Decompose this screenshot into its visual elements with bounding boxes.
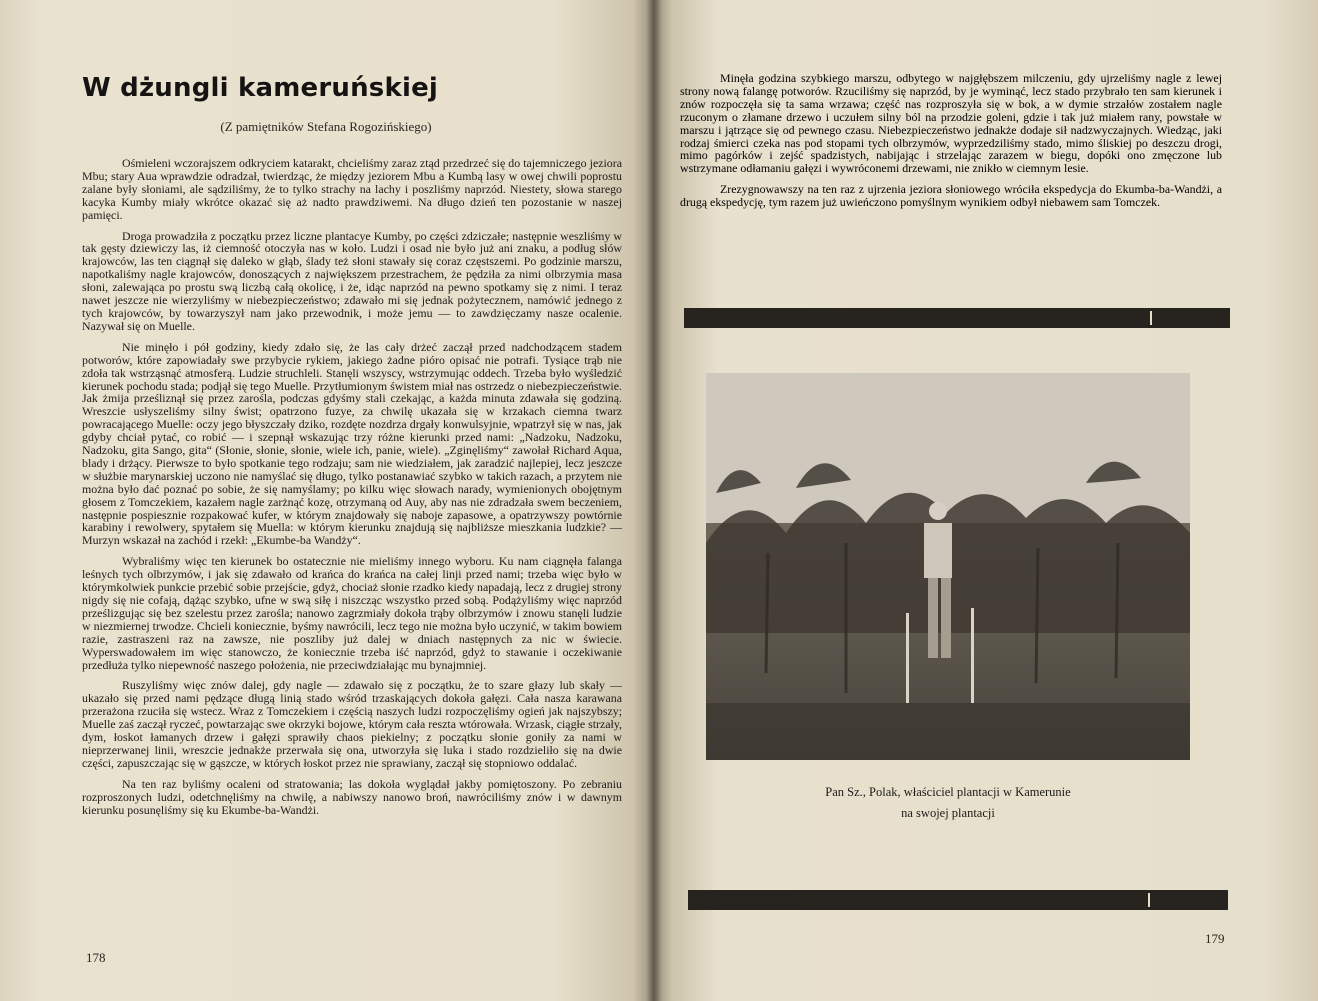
left-page [0,0,652,1001]
photo-caption-line2: na swojej plantacji [901,806,995,820]
paragraph: Ośmieleni wczorajszem odkryciem katarakt, chcieliśmy zaraz ztąd przedrzeć się do tajemniczego jeziora Mbu; stary Aua wprawdzie odradzał, twierdząc, że między jeziorem Mbu a Kumbą lasy w owej chwili poprostu zalane były słoniami, ale sądziliśmy, że to tylko strachy na lachy i poszliśmy naprzód. Niestety, słowa starego kacyka Kumby miały wkrótce okazać się aż nadto prawdziwemi. Na długo dzień ten pozostanie w naszej pamięci. [82,156,622,222]
man-figure [924,502,952,658]
plantation-photo-image [706,373,1190,760]
article-subtitle: (Z pamiętników Stefana Rogozińskiego) [220,119,432,134]
paragraph: Wybraliśmy więc ten kierunek bo ostatecznie nie mieliśmy innego wyboru. Ku nam ciągnęła falanga leśnych tych olbrzymów, i jak się zdawało od krańca do krańca na całej linji przed nami; trzeba więc było w którymkolwiek punkcie przebić sobie przejście, gdyż, chociaż słonie rzadko kiedy napadają, lecz z drugiej strony nigdy się nie cofają, dążąc szybko, ufne w swą siłę i niszcząc wszystko przed sobą. Podążyliśmy więc naprzód prześlizgując się bez szelestu przez zarośla; nanowo zagrzmiały dokoła trąby olbrzymów i znowu stanęli ludzie w niezmiernej trwodze. Chcieli koniecznie, byśmy nawrócili, lecz tego nie można było uczynić, w takim bowiem razie, zastraszeni raz na zawsze, nie poszliby już dalej w dniach następnych za nic w świecie. Wyperswadowałem im więc stanowczo, że koniecznie trzeba iść naprzód, gdyż to stawanie i oczekiwanie przedłuża tylko niepewność naszego położenia, nie przeciwdziałając mu bynajmniej. [82,554,622,672]
page-number-right: 179 [1205,931,1225,946]
article-title: W dżungli kameruńskiej [82,73,439,103]
photo-caption-line1: Pan Sz., Polak, właściciel plantacji w Kamerunie [825,785,1071,799]
plantation-photo [706,373,1190,760]
right-text-column [680,72,1222,217]
paragraph: Droga prowadziła z początku przez liczne plantacye Kumby, po części zdziczałe; następnie weszliśmy w tak gęsty dziewiczy las, iż ciemność otoczyła nas w koło. Ludzi i osad nie było już ani znaku, a podług słów krajowców, las ten ciągnął się daleko w głąb, ślady też słoni stawały się coraz częstszemi. Po godzinie marszu, napotkaliśmy nagle krajowców, donoszących z największem przestrachem, że pędziła za nimi olbrzymia masa słoni, zalewająca po prostu swą liczbą całą okolicę, i że, idąc naprzód na pewno spotkamy się z nimi. I teraz nawet jeszcze nie wierzyliśmy w niebezpieczeństwo; zdawało mi się jednak pożytecznem, namówić jednego z tych krajowców, by towarzyszył nam jako przewodnik, i może jemu — to zawdzięczamy nasze ocalenie. Nazywał się on Muelle. [82,228,622,333]
paragraph: Ruszyliśmy więc znów dalej, gdy nagle — zdawało się z początku, że to szare głazy lub skały — ukazało się przed nami pędzące długą linią stado wśród trzaskających dokoła gałęzi. Cała nasza karawana przerażona rzuciła się wstecz. Wraz z Tomczekiem i częścią naszych ludzi rozpoczęliśmy ogień jak najszybszy; Muelle zaś zaczął ryczeć, powtarzając swe okrzyki bojowe, którym cała reszta wtórowała. Wrzask, ciągłe strzały, dym, łoskot łamanych drzew i gałęzi sprawiły chaos piekielny; z początku słonie goniły za nami w nieprzerwanej linii, wreszcie jednakże przerwała się ona, utworzyła się luka i stado rozdzieliło się na dwie części, zapuszczając się w gąszcze, w których łoskot przez nie sprawiany, zaczął się stopniowo oddalać. [82,678,622,770]
page-number-left: 178 [86,950,106,965]
paragraph: Zrezygnowawszy na ten raz z ujrzenia jeziora słoniowego wróciła ekspedycja do Ekumba-ba-Wandżi, a drugą ekspedycję, tym razem już uwieńczono pomyślnym wynikiem odbył niebawem sam Tomczek. [680,182,1222,210]
divider-bar-bottom [688,890,1228,910]
divider-bar-top [684,308,1230,328]
paragraph: Na ten raz byliśmy ocaleni od stratowania; las dokoła wyglądał jakby pomiętoszony. Po zebraniu rozproszonych ludzi, odetchnęliśmy na chwilę, a nabiwszy nanowo broń, nawróciliśmy znów i w dawnym kierunku posunęliśmy się ku Ekumbe-ba-Wandżi. [82,776,622,817]
paragraph: Nie minęło i pół godziny, kiedy zdało się, że las cały drżeć zaczął przed nadchodzącem stadem potworów, które zapowiadały swe przybycie rykiem, jakiego żadne pióro opisać nie potrafi. Tysiące trąb nie zdoła tak wstrząsnąć atmosferą. Ludzie struchleli. Stanęli wszyscy, wstrzymując oddech. Trzeba było wyśledzić kierunek pochodu stada; podjął się tego Muelle. Przytłumionym świstem miał nas ostrzedz o niebezpieczeństwie. Jak żmija prześliznął się przez zarośla, podczas gdyśmy stali czekając, a każda minuta zdawała się godziną. Wreszcie usłyszeliśmy silny świst; opatrzono fuzye, za chwilę ukazała się w krzakach ciemna twarz powracającego Muelle: oczy jego błyszczały dziko, rozdęte nozdrza drgały konwulsyjnie, wpatrzył się w nas, jak gdyby chciał pytać, co robić — i szepnął wskazując trzy różne kierunki przed nami: „Nadzoku, Nadzoku, Nadzoku, gita Sango, gita“ (Słonie, słonie, słonie, wiele ich, panie, wiele). „Zginęliśmy“ zawołał Richard Aqua, blady i drżący. Pierwsze to było spotkanie tego rodzaju; sam nie wiedziałem, jak zaradzić najlepiej, lecz jeszcze w służbie marynarskiej uczono nie namyślać się długo, tylko postanawiać szybko w takich razach, a przytem nie można było dać poznać po sobie, że się namyślamy; po kilku więc słowach narady, wymienionych obojętnym głosem z Tomczekiem, kazałem nagle zarżnąć kozę, otrzymaną od Auy, aby nas nie zdradzała swem beczeniem, następnie pospiesznie rozpakować kufer, w którym znajdowały się naboje zapasowe, a opatrzywszy powtórnie karabiny i rewolwery, spytałem się Muella: w którym kierunku znajdują się najbliższe mieszkania ludzkie? — Murzyn wskazał na zachód i rzekł: „Ekumbe-ba Wandży“. [82,339,622,548]
left-text-column [82,157,622,825]
paragraph: Minęła godzina szybkiego marszu, odbytego w najgłębszem milczeniu, gdy ujrzeliśmy nagle z lewej strony nową falangę potworów. Rzuciliśmy się naprzód, by je wyminąć, lecz stado przybrało ten sam kierunek i znów rozpoczęła się ta sama wrzawa; część nas rozproszyła się w bok, a w dymie strzałów zostałem nagle rzuconym o złamane drzewo i uczułem silny ból na przodzie goleni, gdzie i tak już miałem rany, powstałe w marszu i jątrzące się od pewnego czasu. Niebezpieczeństwo jednakże dodaje sił nadzwyczajnych. Wiedząc, jaki rodzaj śmierci czeka nas pod stopami tych olbrzymów, wyprzedziliśmy stado, mimo śliskiej po deszczu drogi, mimo pagórków i zejść spadzistych, nabijając i strzelając zarazem w biegu, dopóki ono zmęczone lub wstrzymane odłamaniu gałęzi i wywróconemi drzewami, nie znikło w ciemnym lesie. [680,71,1222,176]
